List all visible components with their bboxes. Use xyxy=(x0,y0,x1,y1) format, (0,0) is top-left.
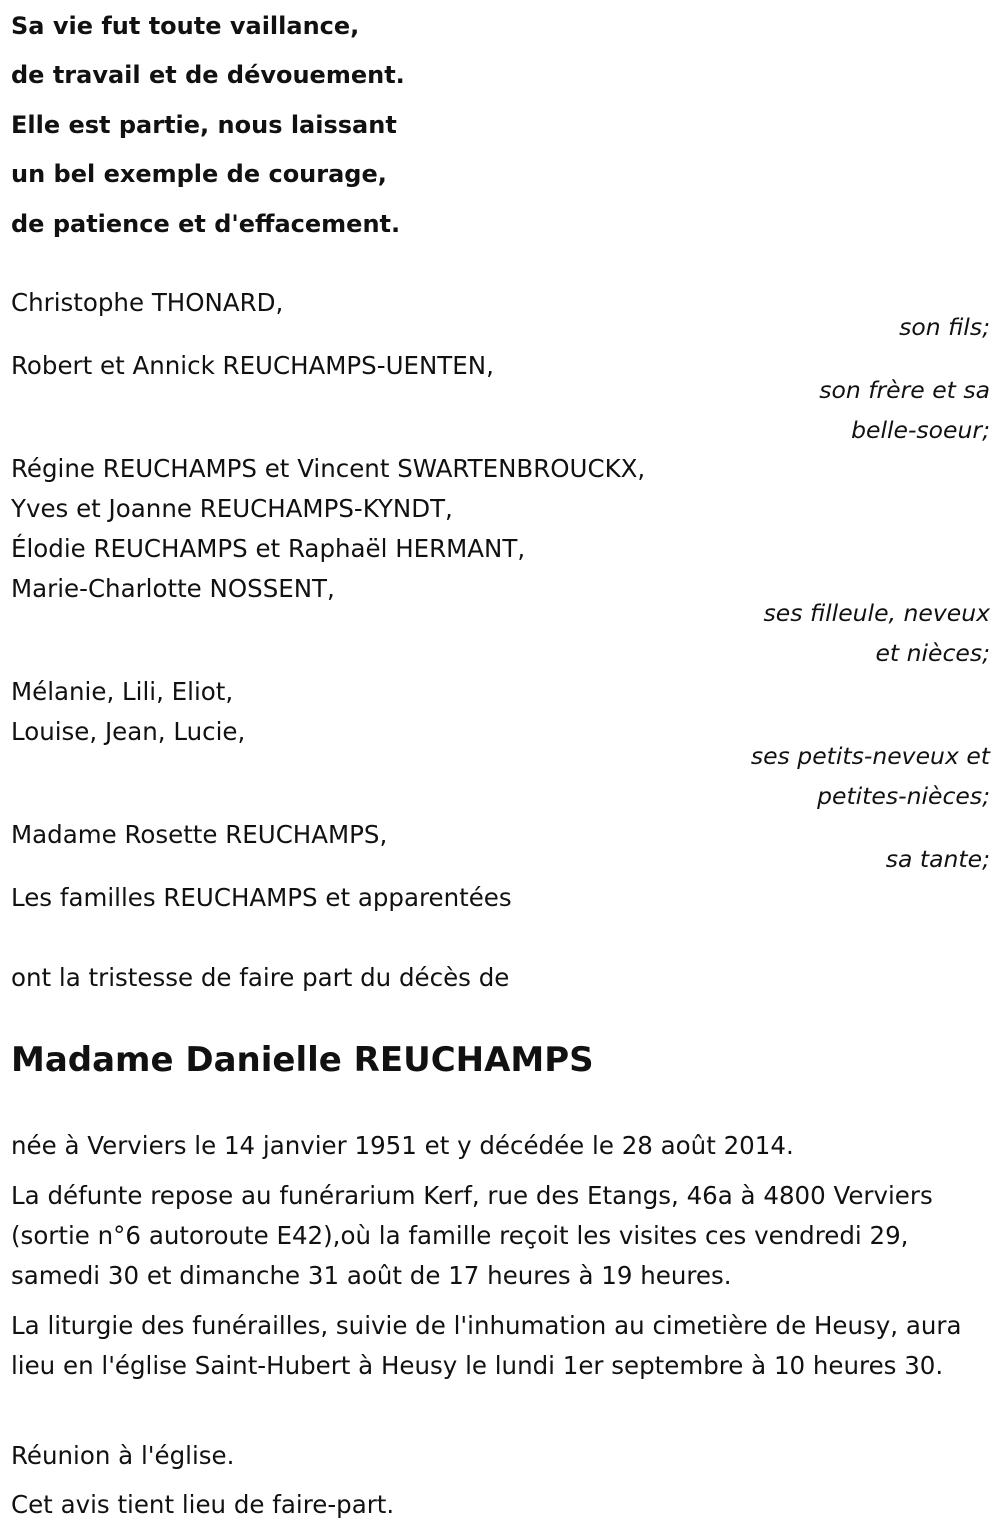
family-son-relation: son fils; xyxy=(899,313,990,341)
family-grand-nephews-relation-2: petites-nièces; xyxy=(817,782,990,810)
announcement: ont la tristesse de faire part du décès de xyxy=(11,963,510,992)
poem-line-3: Elle est partie, nous laissant xyxy=(11,111,397,139)
family-aunt-relation: sa tante; xyxy=(885,845,990,873)
family-nephew-3: Élodie REUCHAMPS et Raphaël HERMANT, xyxy=(11,534,526,563)
poem-line-5: de patience et d'effacement. xyxy=(11,210,401,238)
family-nephews-relation-2: et nièces; xyxy=(875,639,990,667)
family-grand-nephew-1: Mélanie, Lili, Eliot, xyxy=(11,677,234,706)
family-son-name: Christophe THONARD, xyxy=(11,288,284,317)
family-grand-nephew-2: Louise, Jean, Lucie, xyxy=(11,717,246,746)
funeral-info: La liturgie des funérailles, suivie de l'inhumation au cimetière de Heusy, aura lieu en l'église Saint-Hubert à Heusy le lundi 1er septembre à 10 heures 30. xyxy=(11,1311,962,1380)
birth-death-info: née à Verviers le 14 janvier 1951 et y décédée le 28 août 2014. xyxy=(11,1131,794,1160)
family-nephew-1: Régine REUCHAMPS et Vincent SWARTENBROUCKX, xyxy=(11,454,646,483)
reunion-info: Réunion à l'église. xyxy=(11,1441,235,1470)
family-grand-nephews-relation-1: ses petits-neveux et xyxy=(750,742,990,770)
family-aunt-name: Madame Rosette REUCHAMPS, xyxy=(11,820,388,849)
family-nephew-4: Marie-Charlotte NOSSENT, xyxy=(11,574,335,603)
poem-line-1: Sa vie fut toute vaillance, xyxy=(11,12,360,40)
notice-info: Cet avis tient lieu de faire-part. xyxy=(11,1490,395,1519)
family-nephews-relation-1: ses filleule, neveux xyxy=(763,599,990,627)
family-brother-relation-2: belle-soeur; xyxy=(851,416,990,444)
visitation-info: La défunte repose au funérarium Kerf, rue des Etangs, 46a à 4800 Verviers (sortie n°6 autoroute E42),où la famille reçoit les visites ces vendredi 29, samedi 30 et dimanche 31 août de 17 heures à 19 heures. xyxy=(11,1181,933,1290)
family-related: Les familles REUCHAMPS et apparentées xyxy=(11,883,512,912)
deceased-name: Madame Danielle REUCHAMPS xyxy=(11,1040,594,1080)
family-nephew-2: Yves et Joanne REUCHAMPS-KYNDT, xyxy=(11,494,453,523)
family-brother-relation-1: son frère et sa xyxy=(819,376,990,404)
poem-line-2: de travail et de dévouement. xyxy=(11,61,405,89)
poem-line-4: un bel exemple de courage, xyxy=(11,160,387,188)
family-brother-name: Robert et Annick REUCHAMPS-UENTEN, xyxy=(11,351,494,380)
